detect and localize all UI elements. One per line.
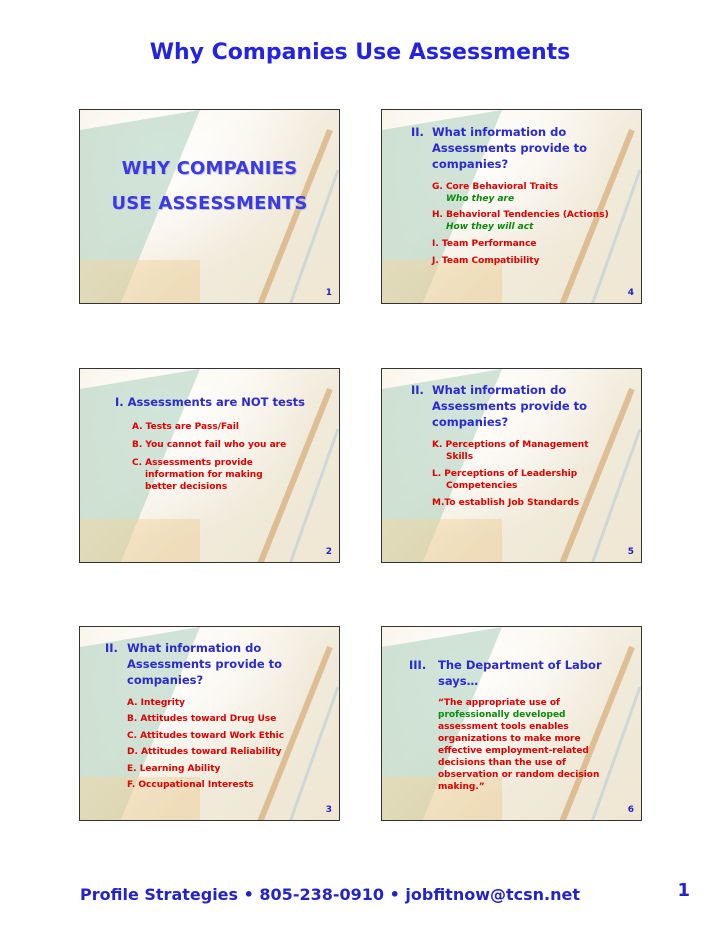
handout-title: Why Companies Use Assessments bbox=[149, 40, 571, 65]
slide-title-line-1: WHY COMPANIES bbox=[121, 158, 298, 179]
slide-2 bbox=[79, 368, 340, 563]
slide-heading-line-3: companies? bbox=[432, 157, 509, 171]
slide-heading-line-3: companies? bbox=[432, 415, 509, 429]
list-item: L. Perceptions of Leadership Competencies bbox=[432, 469, 578, 491]
slide-heading-number: III. bbox=[409, 658, 427, 672]
slide-number: 5 bbox=[627, 547, 634, 557]
slide-title-line-2: USE ASSESSMENTS bbox=[111, 193, 308, 214]
list-item: E. Learning Ability bbox=[127, 764, 221, 774]
slide-3 bbox=[79, 626, 340, 821]
slide-heading-line-3: companies? bbox=[127, 673, 204, 687]
list-item: I. Team Performance bbox=[432, 239, 537, 249]
list-item-subtext: Who they are bbox=[446, 194, 515, 204]
slide-number: 6 bbox=[627, 805, 634, 815]
list-item: D. Attitudes toward Reliability bbox=[127, 747, 282, 757]
slide-heading-number: II. bbox=[411, 383, 424, 397]
slide-heading-line-2: says… bbox=[438, 674, 479, 688]
page-number: 1 bbox=[677, 880, 690, 901]
slide-number: 3 bbox=[325, 805, 332, 815]
list-item: C. Attitudes toward Work Ethic bbox=[127, 731, 285, 741]
slide-5 bbox=[381, 368, 642, 563]
list-item: G. Core Behavioral Traits Who they are bbox=[432, 182, 559, 204]
slide-heading-number: II. bbox=[105, 641, 118, 655]
slide-heading-line-1: What information do bbox=[127, 641, 262, 655]
list-item: B. Attitudes toward Drug Use bbox=[127, 714, 277, 724]
slide-heading-line-1: The Department of Labor bbox=[438, 658, 602, 672]
list-item: A. Tests are Pass/Fail bbox=[132, 422, 239, 432]
slide-heading-number: II. bbox=[411, 125, 424, 139]
slide-1 bbox=[79, 109, 340, 304]
slide-heading-line-2: Assessments provide to bbox=[432, 141, 588, 155]
footer-contact: Profile Strategies • 805-238-0910 • jobfitnow@tcsn.net bbox=[80, 885, 581, 904]
list-item: M.To establish Job Standards bbox=[432, 498, 580, 508]
slide-heading-line-1: What information do bbox=[432, 125, 567, 139]
slide-heading: I. Assessments are NOT tests bbox=[115, 395, 306, 409]
slide-number: 2 bbox=[325, 547, 332, 557]
list-item: J. Team Compatibility bbox=[432, 256, 540, 266]
slide-number: 1 bbox=[325, 288, 332, 298]
list-item: K. Perceptions of Management Skills bbox=[432, 440, 589, 462]
slide-heading-line-2: Assessments provide to bbox=[432, 399, 588, 413]
list-item: A. Integrity bbox=[127, 698, 185, 708]
quote-text: “The appropriate use of professionally developed assessment tools enables organizations to make more effective employment-related decisions than the use of observation or random decision making.” bbox=[438, 698, 600, 792]
slide-heading-line-1: What information do bbox=[432, 383, 567, 397]
list-item: B. You cannot fail who you are bbox=[132, 440, 287, 450]
slide-heading-line-2: Assessments provide to bbox=[127, 657, 283, 671]
slide-4 bbox=[381, 109, 642, 304]
list-item: C. Assessments provide information for making better decisions bbox=[132, 458, 263, 492]
list-item-subtext: How they will act bbox=[446, 222, 534, 232]
slide-6 bbox=[381, 626, 642, 821]
list-item: F. Occupational Interests bbox=[127, 780, 254, 790]
list-item: H. Behavioral Tendencies (Actions) How they will act bbox=[432, 210, 609, 232]
slide-number: 4 bbox=[627, 288, 634, 298]
